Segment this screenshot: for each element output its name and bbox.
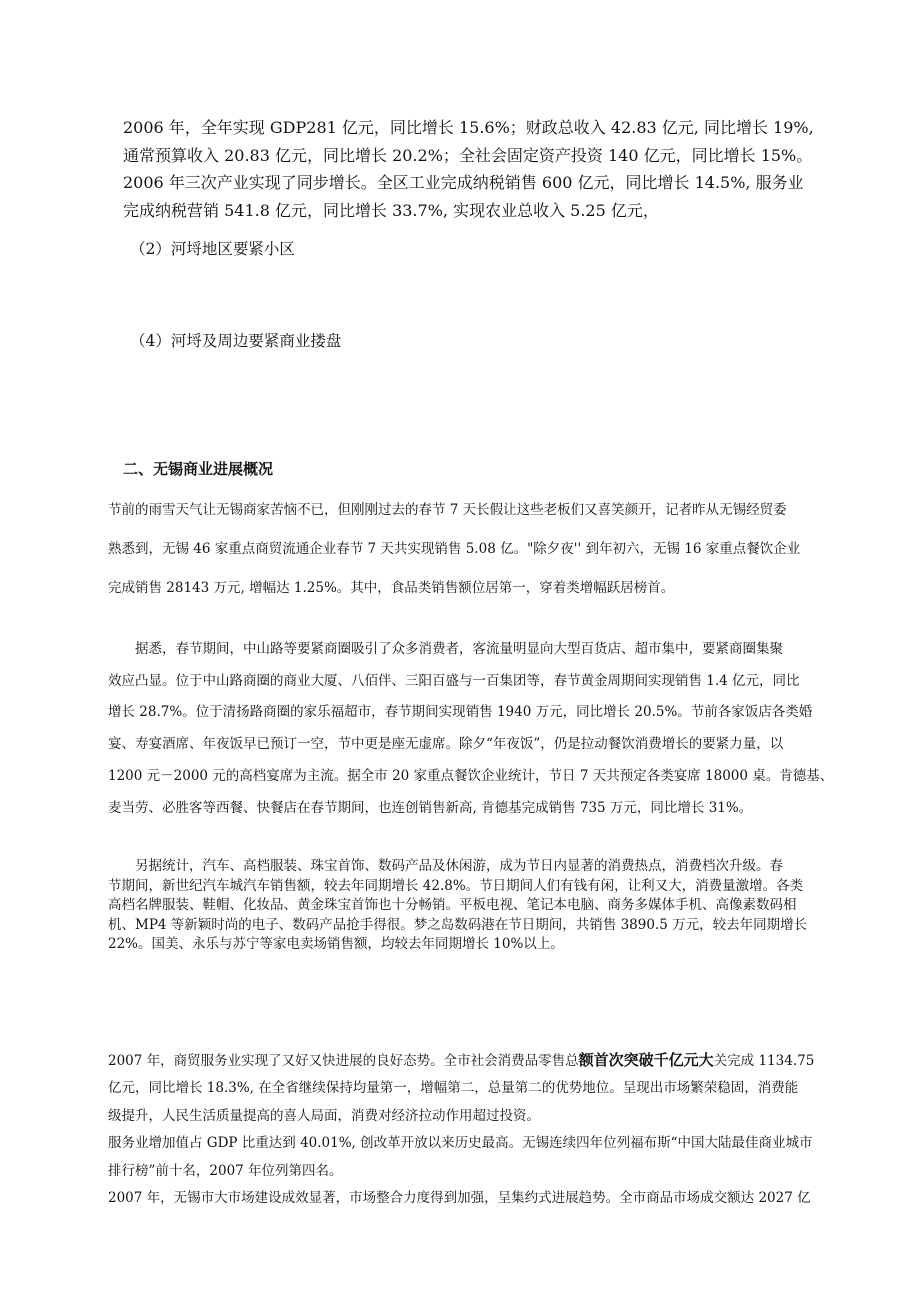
- paragraph-spring-festival-sales: [108, 491, 800, 608]
- text-segment: 2007 年，商贸服务业实现了又好又快进展的良好态势。全市社会消费品零售总: [108, 1053, 579, 1069]
- paragraph-consumption-hotspots: [108, 857, 807, 955]
- paragraph-line: 排行榜”前十名，2007 年位列第四名。: [108, 1162, 343, 1179]
- paragraph-line: 服务业增加值占 GDP 比重达到 40.01%, 创改革开放以来历史最高。无锡连续四年位列福布斯“中国大陆最佳商业城市: [108, 1135, 813, 1152]
- paragraph-line: 完成销售 28143 万元, 增幅达 1.25%。其中，食品类销售额位居第一，穿着类增幅跃居榜首。: [108, 580, 675, 596]
- intro-line: 2006 年，全年实现 GDP281 亿元，同比增长 15.6%；财政总收入 42.83 亿元, 同比增长 19%,: [123, 118, 814, 137]
- paragraph-line: 亿元，同比增长 18.3%, 在全省继续保持均量第一，增幅第二，总量第二的优势地位。呈现出市场繁荣稳固，消费能: [108, 1080, 799, 1097]
- emphasized-text: 额首次突破千亿元大: [578, 1051, 714, 1069]
- paragraph-line: [108, 1047, 814, 1075]
- paragraph-line: 熟悉到，无锡 46 家重点商贸流通企业春节 7 天共实现销售 5.08 亿。"除夕夜'' 到年初六，无锡 16 家重点餐饮企业: [108, 541, 801, 557]
- paragraph-line: 22%。国美、永乐与苏宁等家电卖场销售额，均较去年同期增长 10%以上。: [108, 936, 564, 952]
- paragraph-line: 高档名牌服装、鞋帽、化妆品、黄金珠宝首饰也十分畅销。平板电视、笔记本电脑、商务多媒体手机、高像素数码相: [108, 897, 797, 913]
- paragraph-line: 节前的雨雪天气让无锡商家苦恼不已，但刚刚过去的春节 7 天长假让这些老板们又喜笑颜开，记者昨从无锡经贸委: [108, 502, 787, 518]
- paragraph-business-districts: [108, 634, 833, 824]
- paragraph-line: 机、MP4 等新颖时尚的电子、数码产品抢手得很。梦之岛数码港在节日期间，共销售 3890.5 万元，较去年同期增长: [108, 916, 808, 933]
- intro-paragraph: [123, 114, 814, 224]
- paragraph-line: 效应凸显。位于中山路商圈的商业大厦、八佰伴、三阳百盛与一百集团等，春节黄金周期间实现销售 1.4 亿元，同比: [108, 672, 800, 689]
- paragraph-line: 麦当劳、必胜客等西餐、快餐店在春节期间，也连创销售新高, 肯德基完成销售 735 万元，同比增长 31%。: [108, 799, 753, 816]
- paragraph-2007-commerce: [108, 1047, 814, 1212]
- section-title: 二、无锡商业进展概况: [123, 460, 274, 478]
- intro-line: 完成纳税营销 541.8 亿元，同比增长 33.7%, 实现农业总收入 5.25 亿元，: [123, 200, 659, 220]
- paragraph-line: 另据统计，汽车、高档服装、珠宝首饰、数码产品及休闲游，成为节日内显著的消费热点，消费档次升级。春: [108, 858, 783, 874]
- intro-line: 通常预算收入 20.83 亿元，同比增长 20.2%；全社会固定资产投资 140 亿元，同比增长 15%。: [123, 145, 813, 165]
- paragraph-line: 级提升，人民生活质量提高的喜人局面，消费对经济拉动作用超过投资。: [108, 1107, 540, 1124]
- paragraph-line: 1200 元－2000 元的高档宴席为主流。据全市 20 家重点餐饮企业统计，节日 7 天共预定各类宴席 18000 桌。肯德基、: [108, 767, 834, 784]
- paragraph-line: 节期间，新世纪汽车城汽车销售额，较去年同期增长 42.8%。节日期间人们有钱有闲，让利又大，消费量激增。各类: [108, 877, 804, 894]
- intro-line: 2006 年三次产业实现了同步增长。全区工业完成纳税销售 600 亿元，同比增长 14.5%, 服务业: [123, 173, 804, 192]
- paragraph-line: 据悉，春节期间，中山路等要紧商圈吸引了众多消费者，客流量明显向大型百货店、超市集中，要紧商圈集聚: [108, 641, 783, 657]
- paragraph-line: 2007 年，无锡市大市场建设成效显著，市场整合力度得到加强，呈集约式进展趋势。全市商品市场成交额达 2027 亿: [108, 1190, 811, 1207]
- paragraph-line: 增长 28.7%。位于清扬路商圈的家乐福超市，春节期间实现销售 1940 万元，同比增长 20.5%。节前各家饭店各类婚: [108, 704, 813, 721]
- paragraph-line: 宴、寿宴酒席、年夜饭早已预订一空，节中更是座无虚席。除夕“年夜饭”，仍是拉动餐饮消费增长的要紧力量，以: [108, 736, 784, 753]
- subheading-commercial-buildings: （4）河埒及周边要紧商业搂盘: [130, 332, 342, 350]
- text-segment: 关完成 1134.75: [713, 1053, 815, 1069]
- subheading-residential-areas: （2）河埒地区要紧小区: [130, 240, 295, 258]
